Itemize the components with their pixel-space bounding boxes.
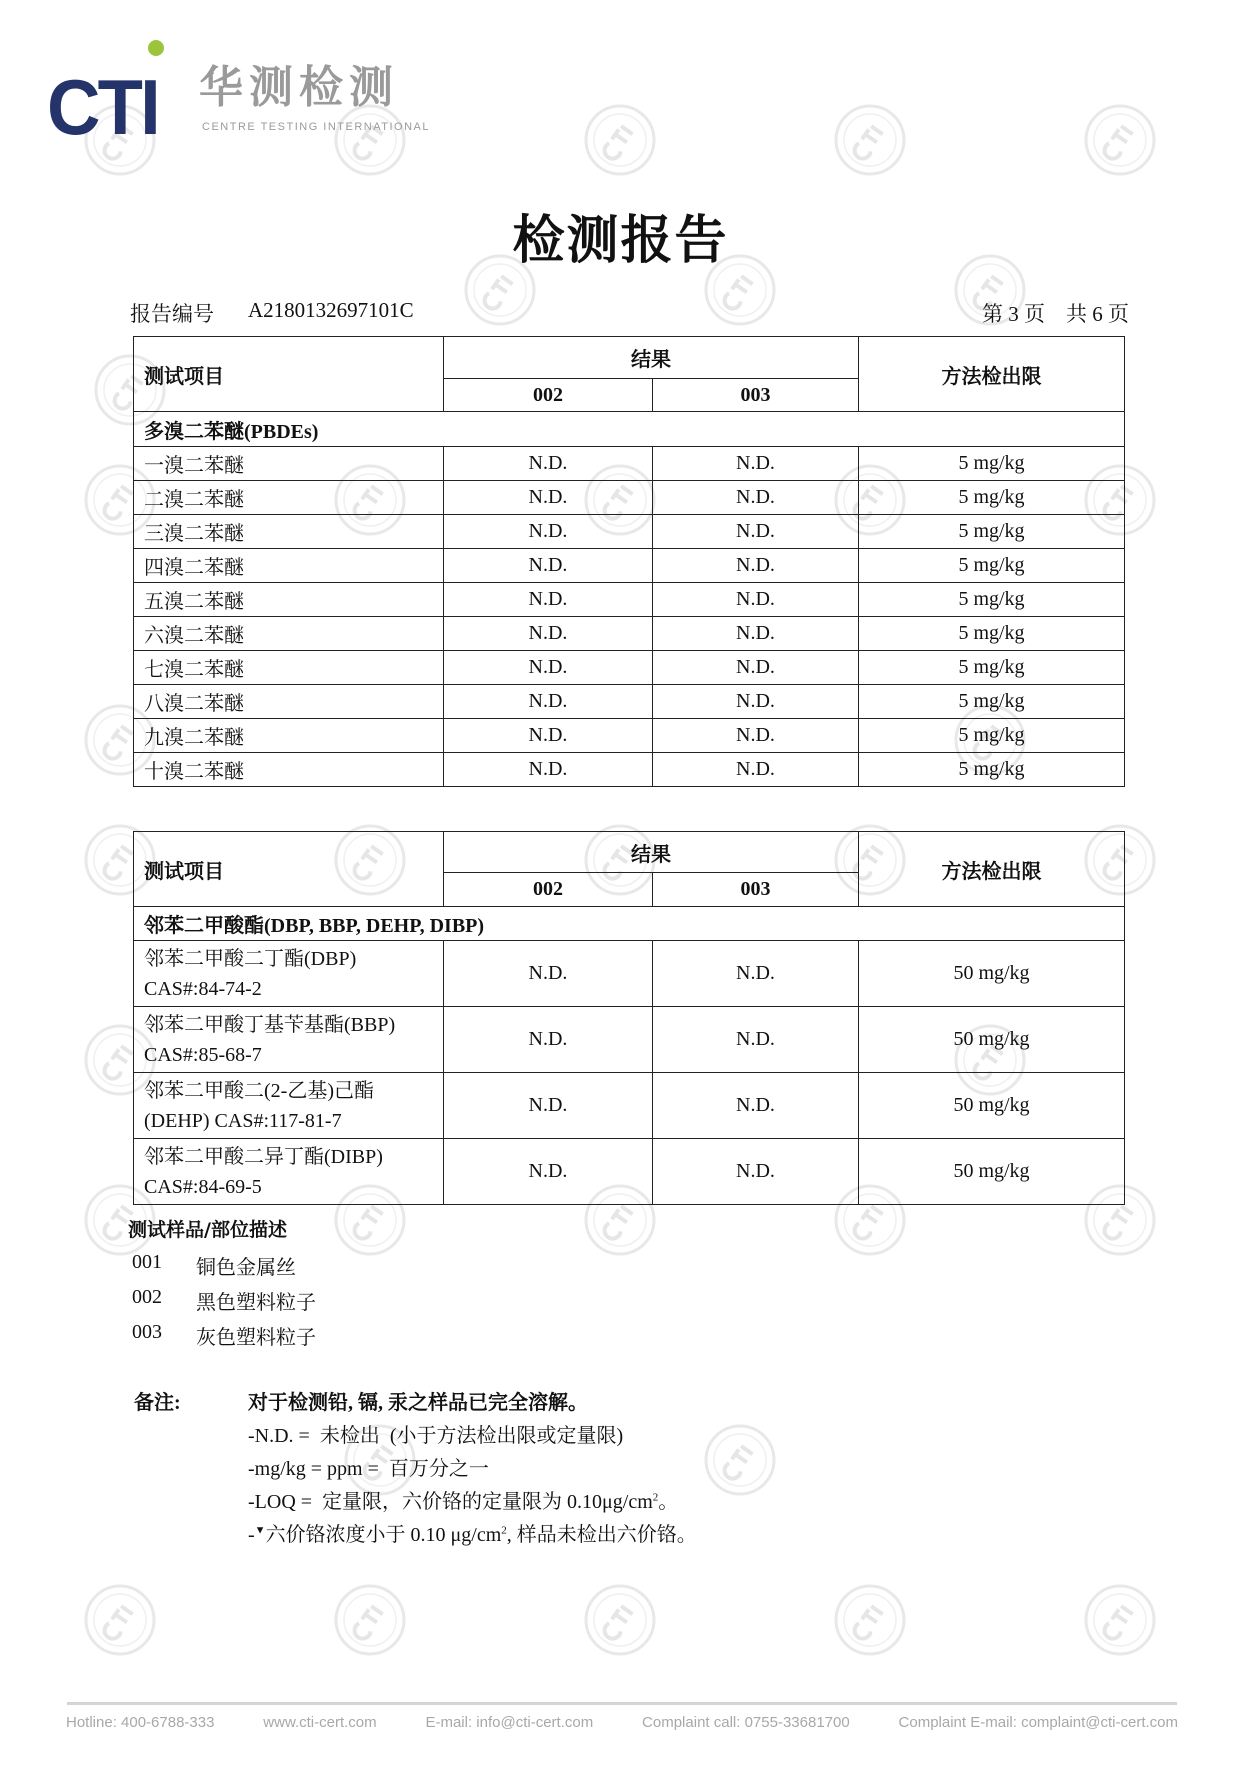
- cti-watermark-seal: [83, 1583, 157, 1657]
- result-003-cell: N.D.: [653, 515, 859, 549]
- sample-desc: 灰色塑料粒子: [196, 1327, 316, 1349]
- limit-cell: 5 mg/kg: [859, 719, 1125, 753]
- footer-website: www.cti-cert.com: [263, 1714, 377, 1731]
- logo-name-en: CENTRE TESTING INTERNATIONAL: [202, 121, 431, 133]
- result-003-cell: N.D.: [653, 753, 859, 787]
- footer-complaint-call: Complaint call: 0755-33681700: [642, 1714, 850, 1731]
- limit-cell: 5 mg/kg: [859, 481, 1125, 515]
- col-sample-002: 002: [444, 379, 653, 412]
- col-sample-002: 002: [444, 873, 653, 907]
- limit-cell: 5 mg/kg: [859, 617, 1125, 651]
- sample-id: 001: [132, 1251, 162, 1273]
- item-cell: [134, 941, 444, 1007]
- limit-cell: 5 mg/kg: [859, 753, 1125, 787]
- cti-watermark-seal: [703, 1423, 777, 1497]
- item-cell: [134, 1073, 444, 1139]
- limit-cell: 5 mg/kg: [859, 549, 1125, 583]
- item-cell: 四溴二苯醚: [134, 549, 444, 583]
- item-cell: 十溴二苯醚: [134, 753, 444, 787]
- table-row: [134, 941, 1125, 1007]
- group-row: 多溴二苯醚(PBDEs): [134, 412, 1125, 447]
- table-row: [134, 617, 1125, 651]
- sample-desc: 黑色塑料粒子: [196, 1292, 316, 1314]
- limit-cell: 5 mg/kg: [859, 583, 1125, 617]
- footer-complaint-email: Complaint E-mail: complaint@cti-cert.com: [898, 1714, 1178, 1731]
- limit-cell: 50 mg/kg: [859, 1073, 1125, 1139]
- sample-desc: 铜色金属丝: [196, 1257, 296, 1279]
- result-003-cell: N.D.: [653, 1073, 859, 1139]
- table-row: [134, 447, 1125, 481]
- result-002-cell: N.D.: [444, 651, 653, 685]
- notes-line-2: -N.D. = 未检出 (小于方法检出限或定量限): [248, 1425, 624, 1447]
- group-row: 邻苯二甲酸酯(DBP, BBP, DEHP, DIBP): [134, 907, 1125, 941]
- cti-watermark-seal: [583, 1583, 657, 1657]
- sample-id: 002: [132, 1286, 162, 1308]
- result-002-cell: N.D.: [444, 1007, 653, 1073]
- table-row: [134, 583, 1125, 617]
- table-row: [134, 1139, 1125, 1205]
- table-row: [134, 515, 1125, 549]
- result-003-cell: N.D.: [653, 1139, 859, 1205]
- item-cell: 九溴二苯醚: [134, 719, 444, 753]
- note-end: , 样品未检出六价铬。: [506, 1524, 697, 1546]
- result-002-cell: N.D.: [444, 685, 653, 719]
- note-end: 。: [658, 1491, 679, 1513]
- item-cas: (DEHP) CAS#:117-81-7: [144, 1109, 342, 1132]
- note-text: -LOQ = 定量限，六价铬的定量限为 0.10μg/cm: [248, 1491, 653, 1513]
- result-002-cell: N.D.: [444, 515, 653, 549]
- result-002-cell: N.D.: [444, 719, 653, 753]
- col-result-header: 结果: [444, 337, 859, 379]
- col-result-header: 结果: [444, 832, 859, 873]
- page-title: 检测报告: [512, 211, 729, 271]
- result-003-cell: N.D.: [653, 941, 859, 1007]
- notes-label: 备注:: [134, 1392, 181, 1414]
- logo-dot: [148, 40, 164, 56]
- report-no: A2180132697101C: [248, 298, 414, 322]
- result-002-cell: N.D.: [444, 481, 653, 515]
- result-003-cell: N.D.: [653, 719, 859, 753]
- cti-watermark-seal: [833, 103, 907, 177]
- item-name: 邻苯二甲酸二(2-乙基)己酯: [144, 1079, 374, 1102]
- item-cell: 七溴二苯醚: [134, 651, 444, 685]
- item-cas: CAS#:85-68-7: [144, 1043, 262, 1066]
- cti-watermark-seal: [833, 1583, 907, 1657]
- footer: [66, 1714, 1178, 1731]
- item-cell: 一溴二苯醚: [134, 447, 444, 481]
- notes-line-5: [248, 1518, 697, 1547]
- item-name: 邻苯二甲酸二异丁酯(DIBP): [144, 1145, 383, 1168]
- col-item-header: 测试项目: [134, 337, 444, 412]
- result-003-cell: N.D.: [653, 583, 859, 617]
- result-002-cell: N.D.: [444, 753, 653, 787]
- result-003-cell: N.D.: [653, 1007, 859, 1073]
- col-sample-003: 003: [653, 873, 859, 907]
- phthalate-table: [133, 831, 1125, 1205]
- table-row: [134, 651, 1125, 685]
- limit-cell: 5 mg/kg: [859, 651, 1125, 685]
- result-002-cell: N.D.: [444, 447, 653, 481]
- report-no-label: 报告编号: [130, 302, 214, 326]
- result-003-cell: N.D.: [653, 651, 859, 685]
- triangle-marker-icon: ▼: [254, 1524, 266, 1537]
- cti-watermark-seal: [333, 103, 407, 177]
- pbde-table: [133, 336, 1125, 787]
- table-row: [134, 719, 1125, 753]
- item-cell: 六溴二苯醚: [134, 617, 444, 651]
- result-002-cell: N.D.: [444, 617, 653, 651]
- item-cell: [134, 1007, 444, 1073]
- result-003-cell: N.D.: [653, 549, 859, 583]
- col-sample-003: 003: [653, 379, 859, 412]
- item-cas: CAS#:84-74-2: [144, 977, 262, 1000]
- table-row: [134, 1007, 1125, 1073]
- cti-watermark-seal: [333, 1583, 407, 1657]
- note-prefix: -: [248, 1524, 255, 1546]
- col-item-header: 测试项目: [134, 832, 444, 907]
- cti-watermark-seal: [583, 103, 657, 177]
- table-row: [134, 753, 1125, 787]
- footer-email: E-mail: info@cti-cert.com: [425, 1714, 594, 1731]
- item-cell: 二溴二苯醚: [134, 481, 444, 515]
- superscript: 2: [501, 1524, 507, 1537]
- logo-mark: CTI: [47, 63, 158, 151]
- result-002-cell: N.D.: [444, 549, 653, 583]
- samples-title: 测试样品/部位描述: [128, 1219, 287, 1241]
- table-row: [134, 481, 1125, 515]
- item-cas: CAS#:84-69-5: [144, 1175, 262, 1198]
- footer-hotline: Hotline: 400-6788-333: [66, 1714, 215, 1731]
- result-003-cell: N.D.: [653, 685, 859, 719]
- item-name: 邻苯二甲酸丁基苄基酯(BBP): [144, 1013, 396, 1036]
- table-row: [134, 1073, 1125, 1139]
- cti-watermark-seal: [1083, 1583, 1157, 1657]
- item-name: 邻苯二甲酸二丁酯(DBP): [144, 947, 357, 970]
- limit-cell: 50 mg/kg: [859, 1007, 1125, 1073]
- superscript: 2: [652, 1491, 659, 1504]
- cti-watermark-seal: [1083, 103, 1157, 177]
- footer-divider: [67, 1702, 1177, 1705]
- notes-line-3: -mg/kg = ppm = 百万分之一: [248, 1458, 489, 1480]
- limit-cell: 5 mg/kg: [859, 447, 1125, 481]
- limit-cell: 50 mg/kg: [859, 1139, 1125, 1205]
- limit-cell: 5 mg/kg: [859, 515, 1125, 549]
- result-002-cell: N.D.: [444, 583, 653, 617]
- limit-cell: 50 mg/kg: [859, 941, 1125, 1007]
- logo-name-cn: 华测检测: [199, 62, 399, 113]
- result-003-cell: N.D.: [653, 481, 859, 515]
- result-002-cell: N.D.: [444, 941, 653, 1007]
- sample-id: 003: [132, 1321, 162, 1343]
- result-002-cell: N.D.: [444, 1073, 653, 1139]
- result-002-cell: N.D.: [444, 1139, 653, 1205]
- col-limit-header: 方法检出限: [859, 832, 1125, 907]
- result-003-cell: N.D.: [653, 447, 859, 481]
- result-003-cell: N.D.: [653, 617, 859, 651]
- item-cell: 三溴二苯醚: [134, 515, 444, 549]
- table-row: [134, 685, 1125, 719]
- table-row: [134, 549, 1125, 583]
- notes-line-4: [248, 1485, 678, 1514]
- col-limit-header: 方法检出限: [859, 337, 1125, 412]
- item-cell: 八溴二苯醚: [134, 685, 444, 719]
- page-info: 第 3 页 共 6 页: [982, 302, 1129, 326]
- item-cell: 五溴二苯醚: [134, 583, 444, 617]
- limit-cell: 5 mg/kg: [859, 685, 1125, 719]
- notes-line-1: 对于检测铅, 镉, 汞之样品已完全溶解。: [248, 1392, 588, 1414]
- item-cell: [134, 1139, 444, 1205]
- note-text: 六价铬浓度小于 0.10 μg/cm: [265, 1524, 502, 1546]
